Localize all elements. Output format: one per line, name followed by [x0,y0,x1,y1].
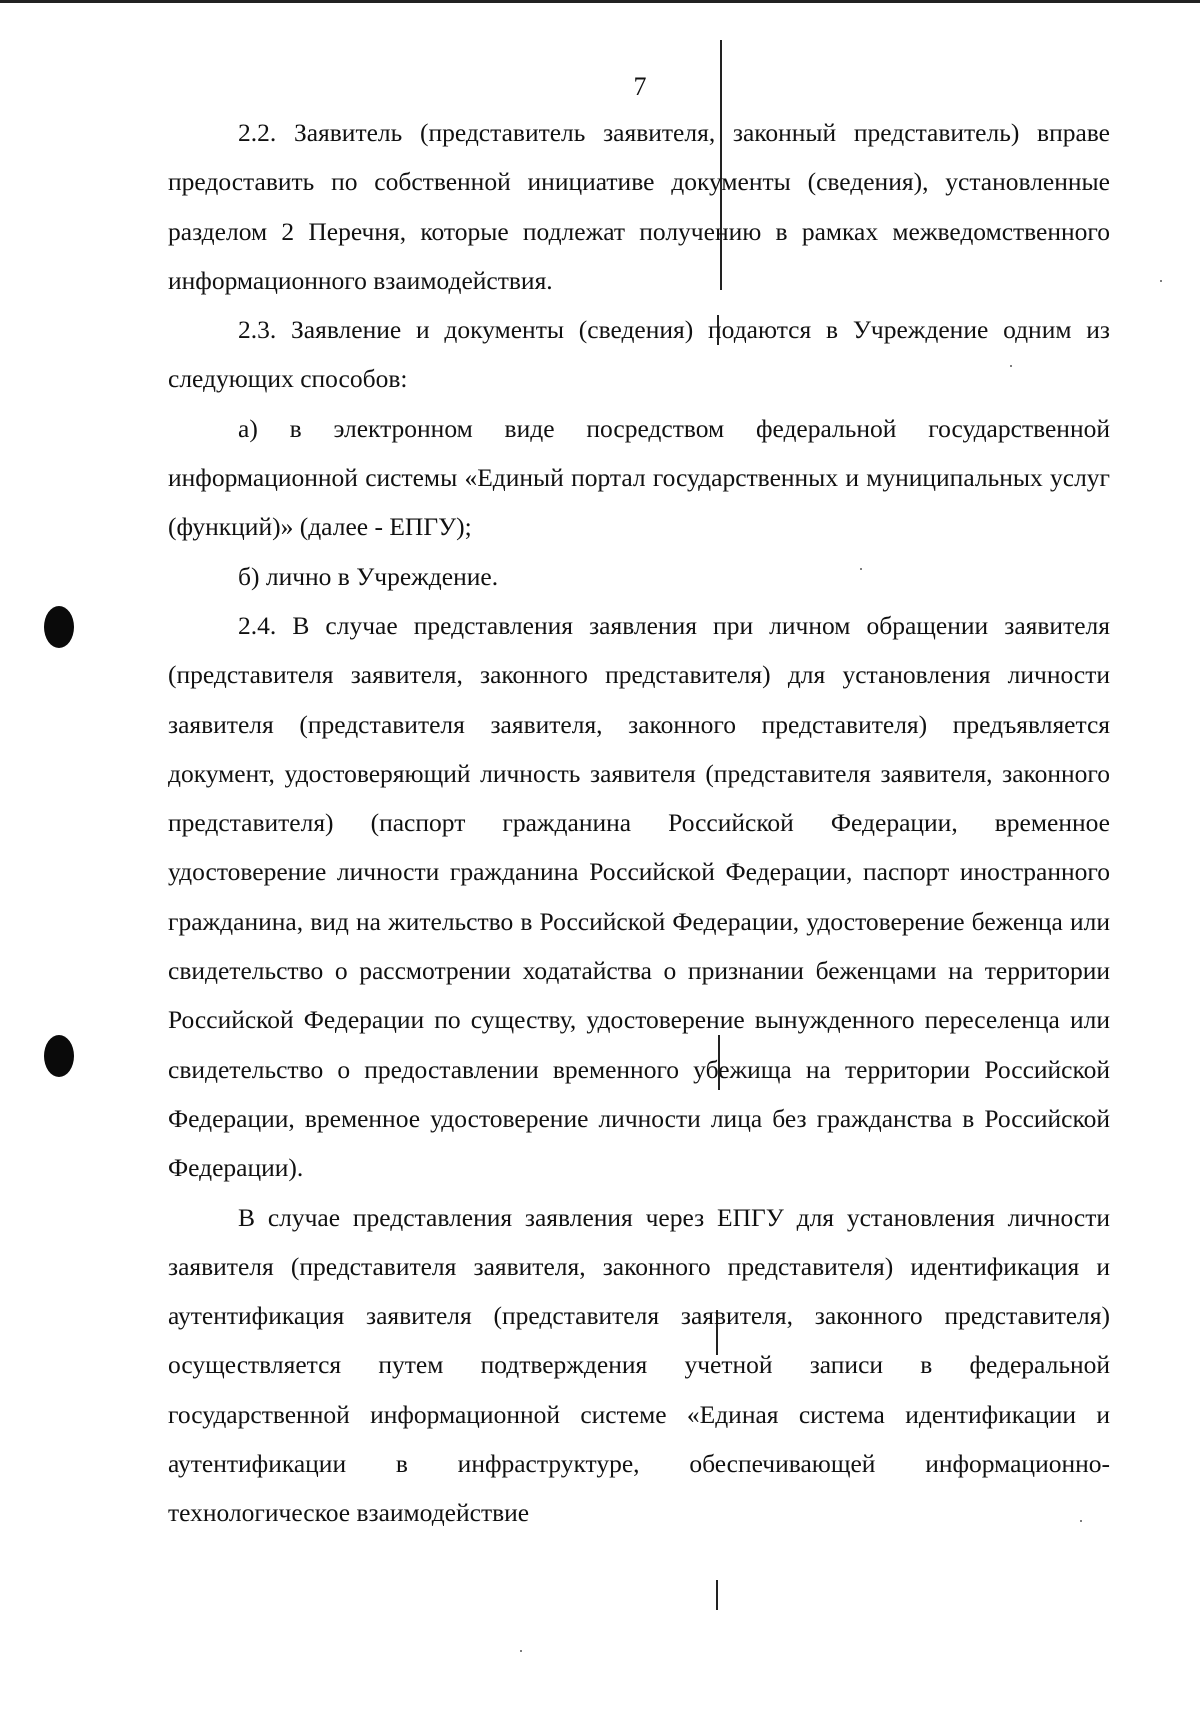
scan-top-border [0,0,1200,3]
scan-speck [520,1650,522,1652]
scan-speck [1160,280,1162,282]
paragraph-epgu-identification: В случае представления заявления через ЕПГУ для установления личности заявителя (представителя заявителя, законного представителя) идентификация и аутентификация заявителя (представителя заявителя, законного представителя) осуществляется путем подтверждения учетной записи в федеральной государственной информационной системе «Единая система идентификации и аутентификации в инфраструктуре, обеспечивающей информационно-технологическое взаимодействие [168,1202,1110,1528]
paragraph-2-2: 2.2. Заявитель (представитель заявителя, законный представитель) вправе предоставить по собственной инициативе документы (сведения), установленные разделом 2 Перечня, которые подлежат получению в рамках межведомственного информационного взаимодействия. [168,118,1110,295]
scan-fold-line [716,1580,718,1610]
paragraph-2-4: 2.4. В случае представления заявления при личном обращении заявителя (представителя заявителя, законного представителя) для установления личности заявителя (представителя заявителя, законного представителя) предъявляется документ, удостоверяющий личность заявителя (представителя заявителя, законного представителя) (паспорт гражданина Российской Федерации, временное удостоверение личности гражданина Российской Федерации, паспорт иностранного гражданина, вид на жительство в Российской Федерации, удостоверение беженца или свидетельство о рассмотрении ходатайства о признании беженцами на территории Российской Федерации по существу, удостоверение вынужденного переселенца или свидетельство о предоставлении временного убежища на территории Российской Федерации, временное удостоверение личности лица без гражданства в Российской Федерации). [168,610,1110,1183]
punch-hole [44,606,74,648]
page-number: 7 [633,72,647,101]
paragraph-2-3: 2.3. Заявление и документы (сведения) подаются в Учреждение одним из следующих способов: [168,315,1110,394]
document-body [168,108,1110,1538]
punch-hole [44,1035,74,1077]
list-item-a: а) в электронном виде посредством федеральной государственной информационной системы «Единый портал государственных и муниципальных услуг (функций)» (далее - ЕПГУ); [168,413,1110,542]
list-item-b: б) лично в Учреждение. [238,561,499,591]
